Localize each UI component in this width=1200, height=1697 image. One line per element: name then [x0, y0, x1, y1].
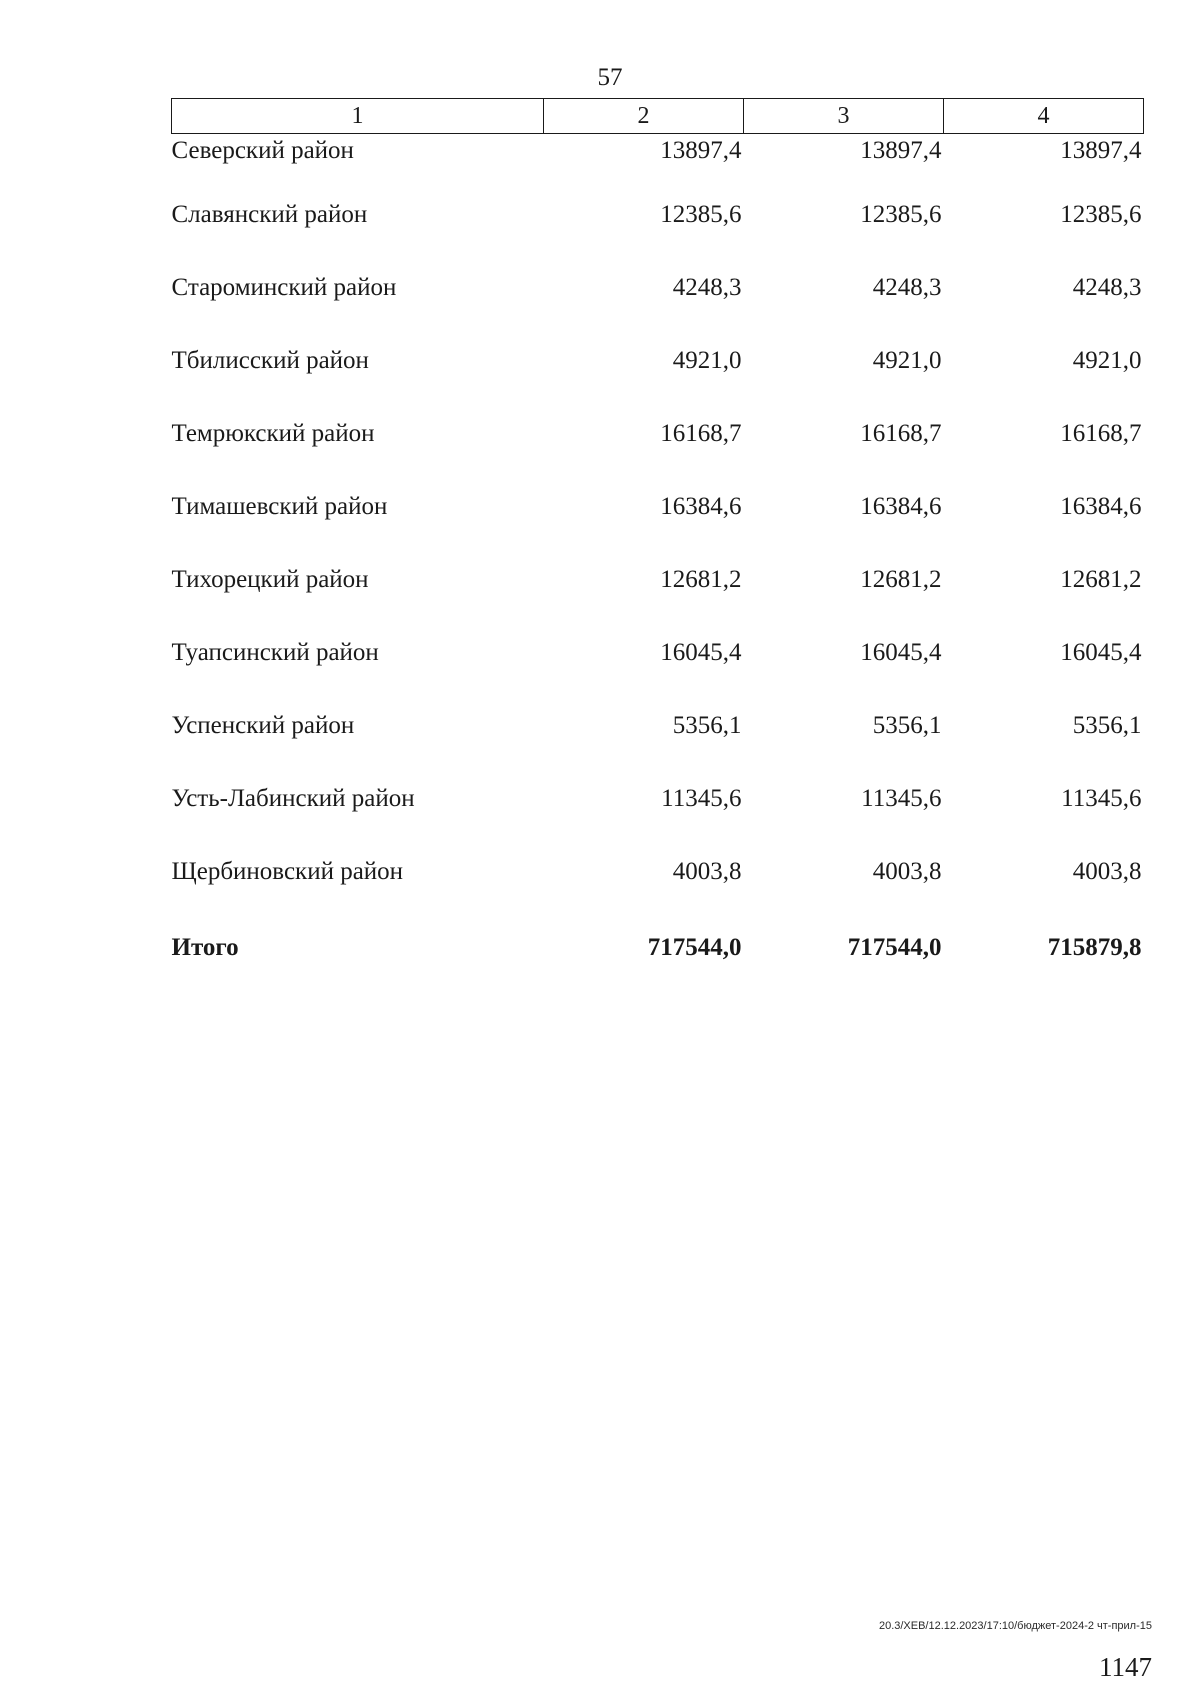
district-name: Усть-Лабинский район	[171, 785, 415, 812]
document-code: 20.3/ХЕВ/12.12.2023/17:10/бюджет-2024-2 чт-прил-15	[878, 1620, 1152, 1632]
district-name: Тихорецкий район	[171, 566, 369, 593]
value-col4: 4003,8	[1072, 858, 1142, 885]
value-col3: 12681,2	[860, 566, 942, 593]
table-row	[172, 782, 1144, 855]
value-col4: 11345,6	[1061, 785, 1142, 812]
value-col4: 13897,4	[1060, 137, 1142, 164]
table-row	[172, 417, 1144, 490]
value-col4: 4921,0	[1072, 347, 1142, 374]
value-col4: 5356,1	[1072, 712, 1142, 739]
district-name: Тимашевский район	[171, 493, 388, 520]
table-row	[172, 344, 1144, 417]
district-name: Туапсинский район	[171, 639, 379, 666]
value-col3: 4248,3	[872, 274, 942, 301]
value-col3: 12385,6	[860, 201, 942, 228]
district-name: Славянский район	[171, 201, 368, 228]
total-col2: 717544,0	[647, 934, 742, 961]
table-row	[172, 490, 1144, 563]
value-col2: 4248,3	[672, 274, 742, 301]
value-col3: 11345,6	[861, 785, 942, 812]
page-number-top: 57	[597, 64, 623, 91]
district-name: Тбилисский район	[171, 347, 369, 374]
district-name: Северский район	[171, 137, 354, 164]
value-col4: 4248,3	[1072, 274, 1142, 301]
value-col2: 4003,8	[672, 858, 742, 885]
district-name: Успенский район	[171, 712, 355, 739]
value-col3: 5356,1	[872, 712, 942, 739]
value-col3: 16384,6	[860, 493, 942, 520]
value-col2: 13897,4	[660, 137, 742, 164]
total-label: Итого	[171, 934, 239, 961]
value-col3: 4921,0	[872, 347, 942, 374]
column-number-header-row	[172, 99, 1144, 134]
value-col4: 16168,7	[1060, 420, 1142, 447]
value-col2: 5356,1	[672, 712, 742, 739]
value-col2: 12385,6	[660, 201, 742, 228]
table-row	[172, 271, 1144, 344]
district-name: Темрюкский район	[171, 420, 375, 447]
value-col2: 16045,4	[660, 639, 742, 666]
value-col4: 12385,6	[1060, 201, 1142, 228]
value-col2: 12681,2	[660, 566, 742, 593]
table-row	[172, 563, 1144, 636]
value-col2: 16384,6	[660, 493, 742, 520]
district-name: Староминский район	[171, 274, 397, 301]
total-col3: 717544,0	[847, 934, 942, 961]
value-col3: 13897,4	[860, 137, 942, 164]
value-col3: 4003,8	[872, 858, 942, 885]
column-header-3: 3	[744, 99, 944, 134]
table-row	[172, 134, 1144, 199]
column-header-1: 1	[172, 99, 544, 134]
column-header-4: 4	[944, 99, 1144, 134]
column-header-2: 2	[544, 99, 744, 134]
value-col3: 16168,7	[860, 420, 942, 447]
value-col2: 16168,7	[660, 420, 742, 447]
table-row	[172, 636, 1144, 709]
table-row	[172, 709, 1144, 782]
budget-table	[171, 98, 1144, 968]
value-col3: 16045,4	[860, 639, 942, 666]
table-row	[172, 855, 1144, 928]
value-col4: 12681,2	[1060, 566, 1142, 593]
value-col4: 16384,6	[1060, 493, 1142, 520]
page-number-bottom: 1147	[1099, 1652, 1152, 1682]
value-col4: 16045,4	[1060, 639, 1142, 666]
value-col2: 11345,6	[661, 785, 742, 812]
district-name: Щербиновский район	[171, 858, 404, 885]
value-col2: 4921,0	[672, 347, 742, 374]
total-col4: 715879,8	[1047, 934, 1142, 961]
table-row	[172, 198, 1144, 271]
total-row	[172, 928, 1144, 968]
